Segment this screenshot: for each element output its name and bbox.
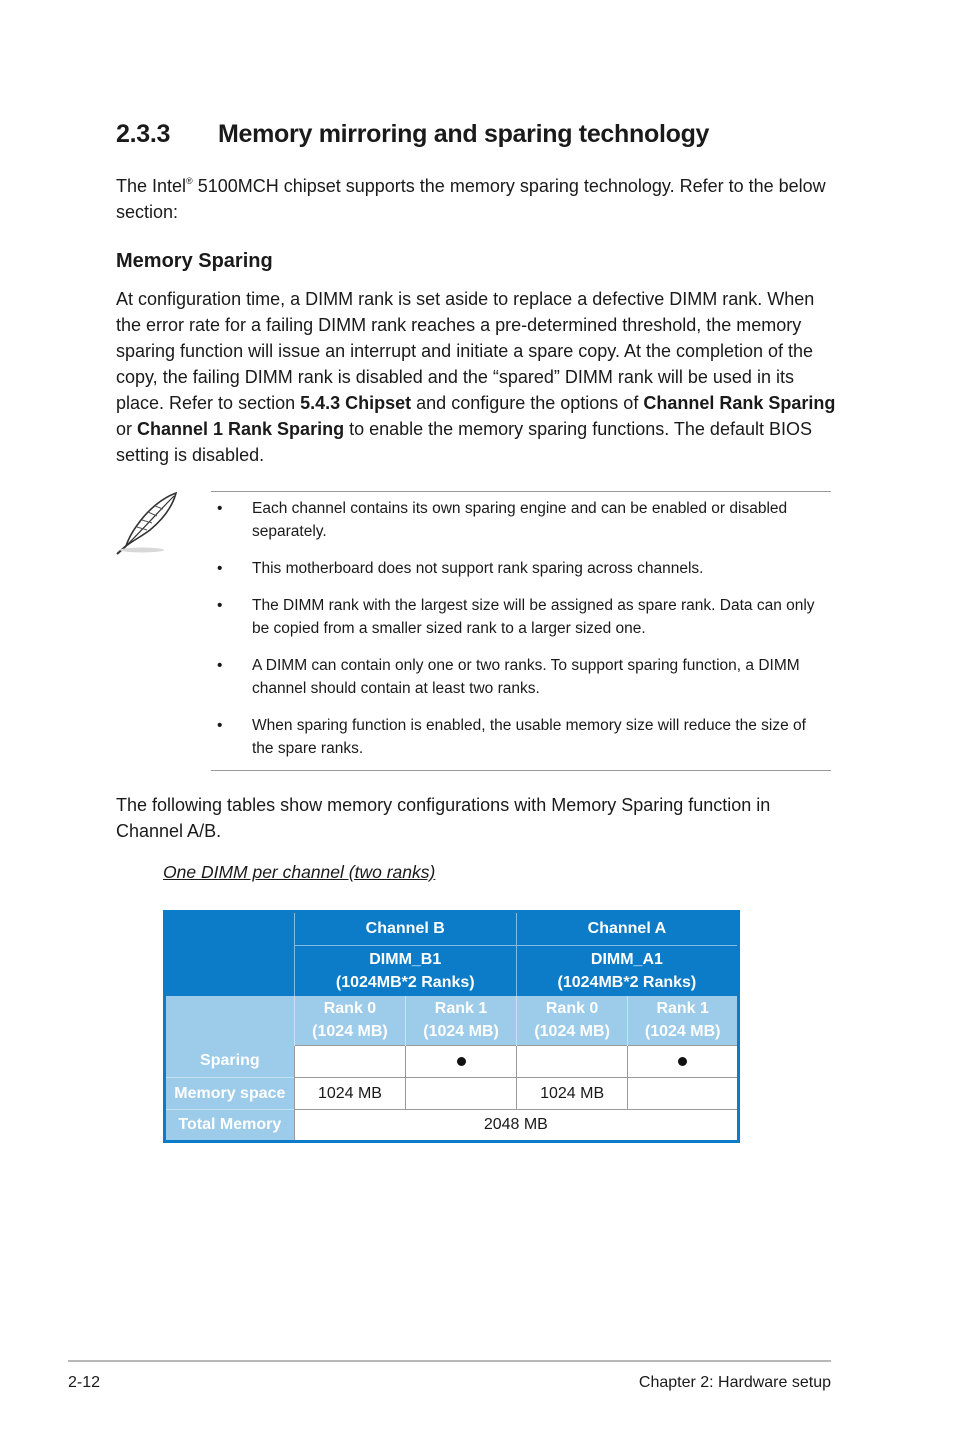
memory-sparing-paragraph [116,286,836,468]
table-caption: One DIMM per channel (two ranks) [163,862,436,882]
section-title [116,120,709,149]
note-text: A DIMM can contain only one or two ranks. To support sparing function, a DIMM channel should contain at least two ranks. [252,657,800,697]
sparing-row-label: Sparing [165,1046,295,1078]
note-item [217,714,827,760]
rank-header [406,996,517,1046]
bullet: • [217,657,223,674]
sparing-text-4: to enable the memory sparing functions. The default BIOS setting is disabled. [116,419,812,465]
table-corner-cell [165,912,295,996]
page-number: 2-12 [68,1374,101,1391]
channel-b-header: Channel B [294,912,516,946]
bullet: • [217,560,223,577]
total-memory-row-label: Total Memory [165,1110,295,1142]
tables-intro-paragraph: The following tables show memory configurations with Memory Sparing function in Channel A/B. [116,795,771,841]
sparing-text-2: and configure the options of [411,393,644,413]
rank-header [628,996,739,1046]
note-item [217,557,827,580]
sparing-cell [294,1046,406,1078]
sparing-cell [516,1046,628,1078]
memory-space-cell: 1024 MB [516,1078,628,1110]
rank-header [516,996,628,1046]
dimm-size: (1024MB*2 Ranks) [335,973,475,991]
note-text: This motherboard does not support rank sparing across channels. [252,560,704,577]
feather-pen-icon [112,490,182,556]
section-number: 2.3.3 [116,120,171,148]
intro-text-before: The Intel [116,176,187,196]
sparing-cell [628,1046,739,1078]
option-channel-rank-sparing: Channel Rank Sparing [643,393,836,413]
note-item [217,594,827,640]
rank-size: (1024 MB) [534,1023,610,1041]
rank-name: Rank 1 [434,1000,488,1018]
rank-name: Rank 0 [545,1000,599,1018]
total-memory-value: 2048 MB [294,1110,738,1142]
dimm-name: DIMM_B1 [369,950,442,968]
rank-header [294,996,406,1046]
memory-space-cell [406,1078,517,1110]
note-text: The DIMM rank with the largest size will be assigned as spare rank. Data can only be copied from a smaller sized rank to a larger sized one. [252,597,815,637]
chapter-label: Chapter 2: Hardware setup [638,1374,831,1391]
rank-name: Rank 1 [656,1000,709,1018]
sparing-text-1: At configuration time, a DIMM rank is set aside to replace a defective DIMM rank. When the error rate for a failing DIMM rank reaches a pre-determined threshold, the memory sparing function will issue an interrupt and initiate a spare copy. At the completion of the copy, the failing DIMM rank is disabled and the “spared” DIMM rank will be used in its place. Refer to section [116,289,815,413]
memory-space-row-label: Memory space [165,1078,295,1110]
memory-space-cell: 1024 MB [294,1078,406,1110]
intro-paragraph [116,173,836,225]
note-bottom-rule [211,770,831,771]
note-item [217,497,827,543]
note-list [217,497,827,774]
sparing-dot-icon [678,1057,687,1066]
memory-config-table [163,910,740,1143]
note-text: Each channel contains its own sparing engine and can be enabled or disabled separately. [252,500,788,540]
intro-text-after: 5100MCH chipset supports the memory sparing technology. Refer to the below section: [116,176,826,222]
sparing-dot-icon [457,1057,466,1066]
note-text: When sparing function is enabled, the usable memory size will reduce the size of the spare ranks. [252,717,806,757]
note-item [217,654,827,700]
dimm-b1-header [294,946,516,996]
footer-rule [68,1360,831,1362]
rank-size: (1024 MB) [423,1023,499,1041]
section-reference: 5.4.3 Chipset [300,393,412,413]
note-top-rule [211,491,831,492]
rank-row-label [165,996,295,1046]
memory-space-cell [628,1078,739,1110]
option-channel-1-rank-sparing: Channel 1 Rank Sparing [137,419,345,439]
rank-name: Rank 0 [323,1000,377,1018]
rank-size: (1024 MB) [644,1023,721,1041]
bullet: • [217,717,223,734]
rank-size: (1024 MB) [312,1023,388,1041]
channel-a-header: Channel A [516,912,738,946]
sparing-text-3: or [116,419,138,439]
bullet: • [217,500,223,517]
dimm-size: (1024MB*2 Ranks) [557,973,697,991]
registered-mark: ® [186,176,193,186]
bullet: • [217,597,223,614]
memory-sparing-heading: Memory Sparing [116,250,273,272]
dimm-name: DIMM_A1 [590,950,663,968]
section-title-text: Memory mirroring and sparing technology [218,120,710,148]
sparing-cell [406,1046,517,1078]
dimm-a1-header [516,946,738,996]
